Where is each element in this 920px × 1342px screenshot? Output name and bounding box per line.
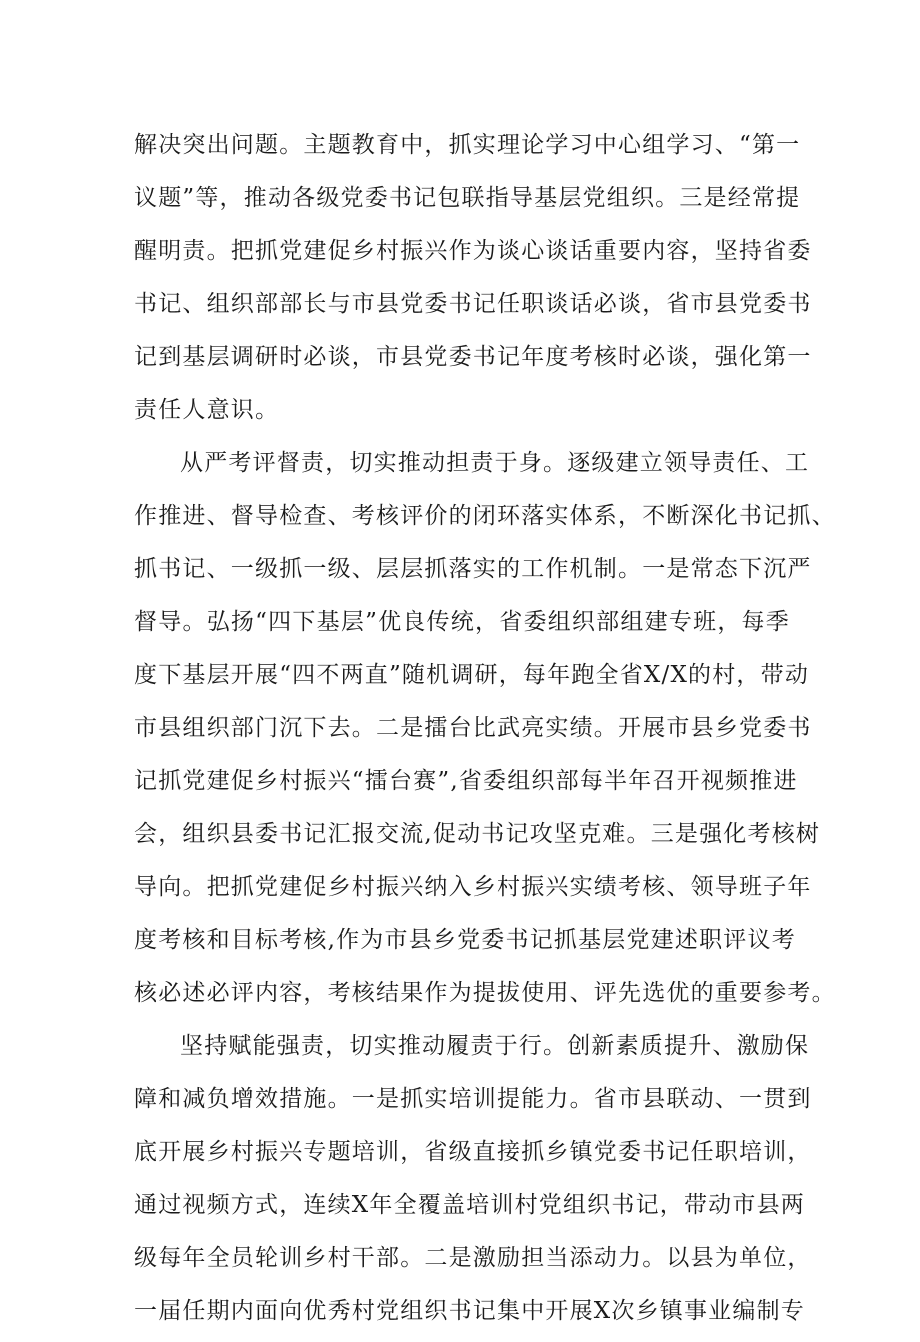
text-line: 责任人意识。 xyxy=(134,397,280,423)
text-line: 市县组织部门沉下去。二是擂台比武亮实绩。开展市县乡党委书 xyxy=(134,715,812,741)
text-line: 议题”等，推动各级党委书记包联指导基层党组织。三是经常提 xyxy=(134,185,801,211)
text-line: 核必述必评内容，考核结果作为提拔使用、评先选优的重要参考。 xyxy=(134,980,836,1006)
text-line: 导向。把抓党建促乡村振兴纳入乡村振兴实绩考核、领导班子年 xyxy=(134,874,812,900)
text-line: 底开展乡村振兴专题培训，省级直接抓乡镇党委书记任职培训， xyxy=(134,1139,812,1165)
text-line: 书记、组织部部长与市县党委书记任职谈话必谈，省市县党委书 xyxy=(134,291,812,317)
text-line: 督导。弘扬“四下基层”优良传统，省委组织部组建专班，每季 xyxy=(134,609,790,635)
text-line: 会，组织县委书记汇报交流,促动书记攻坚克难。三是强化考核树 xyxy=(134,821,821,847)
text-line: 度考核和目标考核,作为市县乡党委书记抓基层党建述职评议考 xyxy=(134,927,796,953)
body-text xyxy=(134,123,836,1342)
text-line: 抓书记、一级抓一级、层层抓落实的工作机制。一是常态下沉严 xyxy=(134,556,812,582)
text-line: 记抓党建促乡村振兴“擂台赛”,省委组织部每半年召开视频推进 xyxy=(134,768,798,794)
text-line: 通过视频方式，连续X年全覆盖培训村党组织书记，带动市县两 xyxy=(134,1192,805,1218)
text-line: 从严考评督责，切实推动担责于身。逐级建立领导责任、工 xyxy=(180,450,810,476)
text-line: 坚持赋能强责，切实推动履责于行。创新素质提升、激励保 xyxy=(180,1033,810,1059)
text-line: 作推进、督导检查、考核评价的闭环落实体系，不断深化书记抓、 xyxy=(134,503,836,529)
text-line: 醒明责。把抓党建促乡村振兴作为谈心谈话重要内容，坚持省委 xyxy=(134,238,812,264)
text-line: 记到基层调研时必谈，市县党委书记年度考核时必谈，强化第一 xyxy=(134,344,812,370)
text-line: 障和减负增效措施。一是抓实培训提能力。省市县联动、一贯到 xyxy=(134,1086,812,1112)
text-line: 解决突出问题。主题教育中，抓实理论学习中心组学习、“第一 xyxy=(134,132,801,158)
text-line: 一届任期内面向优秀村党组织书记集中开展X次乡镇事业编制专 xyxy=(134,1298,805,1324)
text-line: 度下基层开展“四不两直”随机调研，每年跑全省X/X的村，带动 xyxy=(134,662,810,688)
text-line: 级每年全员轮训乡村干部。二是激励担当添动力。以县为单位， xyxy=(134,1245,812,1271)
